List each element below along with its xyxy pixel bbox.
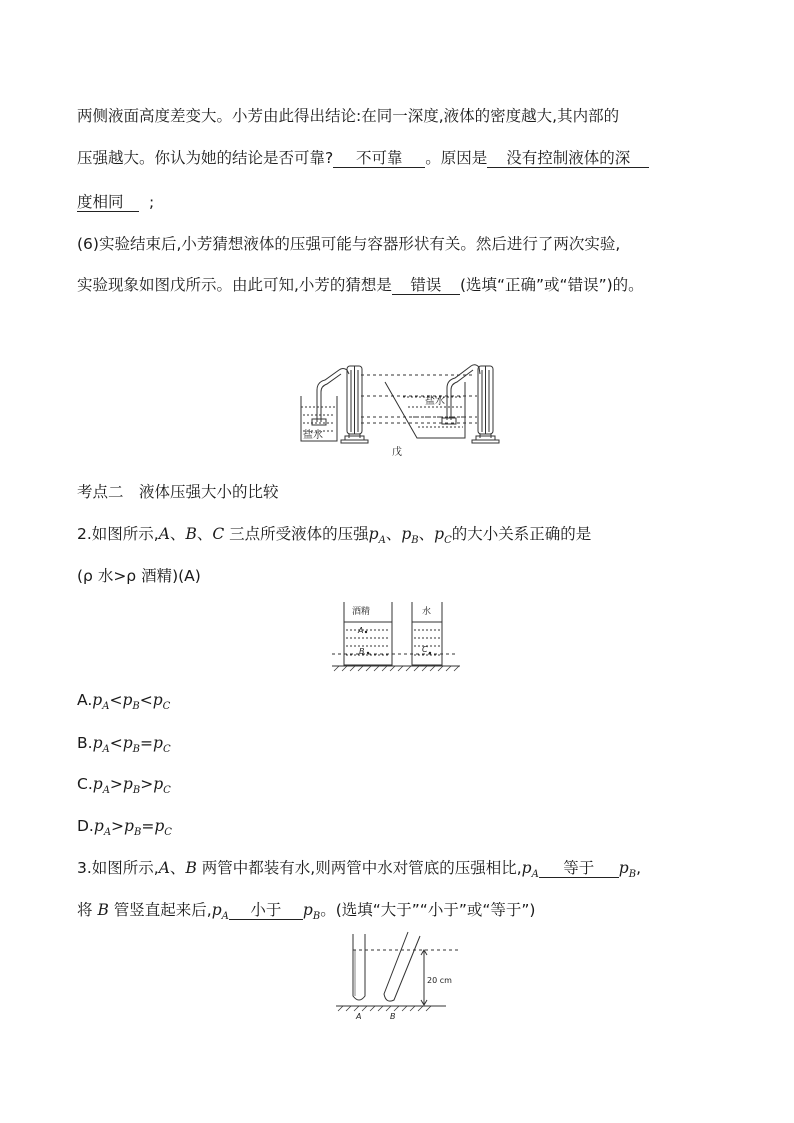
- answer-reason-1: 没有控制液体的深: [487, 149, 649, 168]
- figure-q2-containers: [332, 600, 462, 672]
- q2-option-a[interactable]: $A.p_A<p_B<p_C$: [77, 691, 171, 712]
- q1-line3: 度相同 ;: [77, 193, 155, 211]
- section2-title: 考点二 液体压强大小的比较: [77, 483, 279, 501]
- q3-line2: 将 B 管竖直起来后$,p_A$ 小于 $p_B$。(选填“大于”“小于”或“等于”): [77, 901, 536, 922]
- q2-fig-point-c: C: [422, 645, 428, 654]
- q1-line2: 压强越大。你认为她的结论是否可靠? 不可靠 。原因是 没有控制液体的深: [77, 148, 649, 168]
- fig-wu-label-left: 盐水: [303, 430, 323, 441]
- q2-fig-point-a: A: [358, 626, 364, 635]
- q2-fig-water-label: 水: [422, 607, 432, 617]
- answer-reason-2: 度相同: [77, 193, 139, 212]
- q2-fig-point-b: B: [359, 647, 365, 656]
- q2-stem: 2.如图所示,A、B、C 三点所受液体的压强$p_A$、$p_B$、$p_C$的大小关系正确的是: [77, 525, 592, 546]
- fig-wu-caption: 戊: [392, 447, 402, 458]
- q2-option-c[interactable]: $C.p_A>p_B>p_C$: [77, 775, 171, 796]
- q3-fig-tube-b: B: [390, 1012, 396, 1020]
- figure-q3-tubes: [336, 930, 466, 1020]
- q3-answer-1: 等于: [539, 859, 619, 878]
- fig-wu-label-right: 盐水: [425, 396, 445, 407]
- q1-part6-line2: 实验现象如图戊所示。由此可知,小芳的猜想是 错误 (选填“正确”或“错误”)的。: [77, 276, 644, 294]
- q3-fig-height-label: 20 cm: [427, 976, 452, 985]
- q1-part6-line1: (6)实验结束后,小芳猜想液体的压强可能与容器形状有关。然后进行了两次实验,: [77, 235, 621, 253]
- answer-reliable: 不可靠: [333, 149, 425, 168]
- q2-condition: (ρ 水>ρ 酒精)(A): [77, 567, 201, 585]
- q3-line1: 3.如图所示,A、B 两管中都装有水,则两管中水对管底的压强相比$,p_A$ 等于 $p_B$,: [77, 859, 642, 880]
- figure-wu: [295, 352, 510, 462]
- answer-guess: 错误: [392, 276, 460, 295]
- q1-line1: 两侧液面高度差变大。小芳由此得出结论:在同一深度,液体的密度越大,其内部的: [77, 107, 620, 125]
- q2-option-d[interactable]: $D.p_A>p_B=p_C$: [77, 817, 172, 838]
- q3-fig-tube-a: A: [356, 1012, 362, 1020]
- q2-fig-alcohol-label: 酒精: [352, 607, 371, 617]
- q3-answer-2: 小于: [229, 901, 303, 920]
- q2-option-b[interactable]: $B.p_A<p_B=p_C$: [77, 734, 171, 755]
